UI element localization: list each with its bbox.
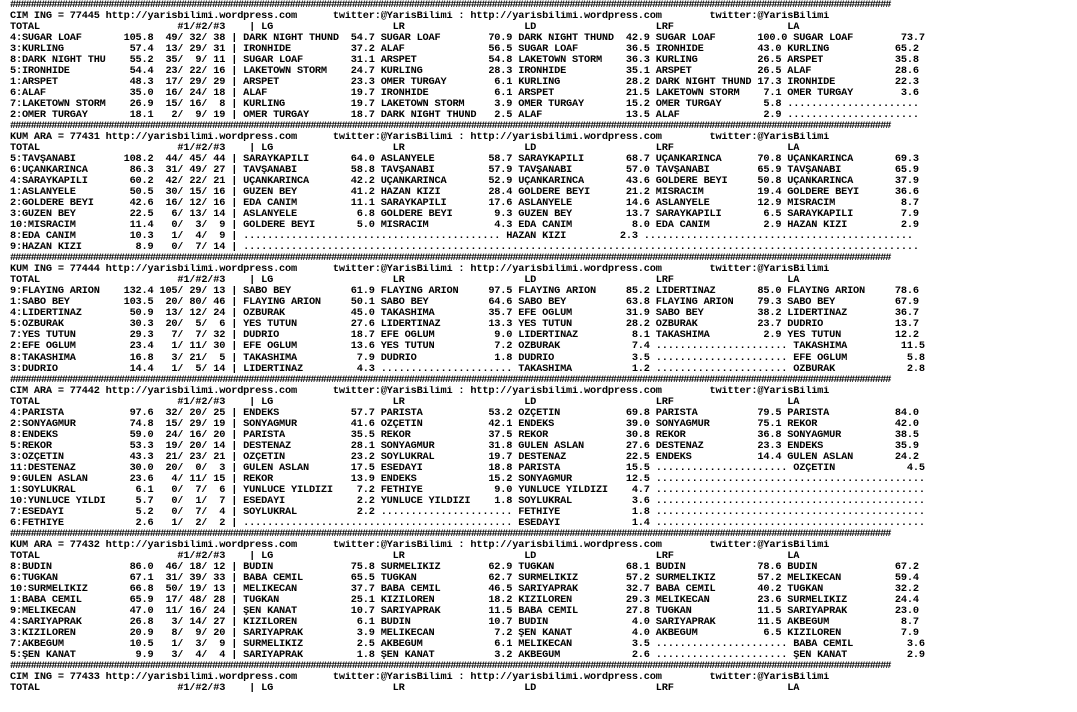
result-row: 2:EFE OĞLUM 23.4 1/ 11/ 30 | EFE OĞLUM 13.6 YES TÜTÜN 7.2 ÖZBURAK 7.4 ...................... TAKASHIMA 11.5 — [10, 341, 925, 353]
separator-line: ########################################################################################################################################################################## — [10, 374, 891, 386]
result-row: 4:SUGAR LOAF 105.8 49/ 32/ 38 | DARK NIGHT THUND 54.7 SUGAR LOAF 70.9 DARK NIGHT THUND 42.9 SUGAR LOAF 100.0 SUGAR LOAF 73.7 — [10, 33, 925, 45]
result-row: 5:ÖZBURAK 30.3 20/ 5/ 6 | YES TÜTÜN 27.6 LIDERTINAZ 13.3 YES TÜTÜN 28.2 ÖZBURAK 23.7 DUDRIO 13.7 — [10, 319, 919, 331]
result-row: 1:SOYLUKRAL 6.1 0/ 7/ 6 | YÜNLÜCE YILDIZI 7.2 FETHİYE 9.0 YÜNLÜCE YILDIZI 4.7 ............................................. — [10, 484, 925, 496]
result-row: 8:BUDİN 86.0 46/ 18/ 12 | BUDİN 75.8 SÜRMELİKIZ 62.9 TUĞKAN 68.1 BUDİN 78.6 BUDİN 67.2 — [10, 561, 919, 573]
result-row: 5:ŞEN KANAT 9.9 3/ 4/ 4 | SARIYAPRAK 1.8 ŞEN KANAT 3.2 AKBEGÜM 2.6 ...................... ŞEN KANAT 2.9 — [10, 649, 925, 661]
column-header: TOTAL #1/#2/#3 | LG LR LD LRF LA — [10, 22, 800, 34]
result-row: 9:MELİKECAN 47.0 11/ 16/ 24 | ŞEN KANAT 10.7 SARIYAPRAK 11.5 BABA CEMİL 27.8 TUĞKAN 11.5 SARIYAPRAK 23.0 — [10, 605, 919, 617]
result-row: 10:SÜRMELİKIZ 66.8 50/ 19/ 13 | MELİKECAN 37.7 BABA CEMİL 46.5 SARIYAPRAK 32.7 BABA CEMİL 40.2 TUĞKAN 32.2 — [10, 583, 919, 595]
result-row: 3:GÜZEN BEY 22.5 6/ 13/ 14 | ASLANYELE 6.8 GÖLDERE BEYİ 9.3 GÜZEN BEY 13.7 SARAYKAPILI 6.5 SARAYKAPILI 7.9 — [10, 209, 919, 221]
result-row: 4:LIDERTINAZ 50.9 13/ 12/ 24 | ÖZBURAK 45.0 TAKASHIMA 35.7 EFE OĞLUM 31.9 SABO BEY 38.2 LIDERTINAZ 36.7 — [10, 308, 919, 320]
result-row: 5:TAVŞANABI 108.2 44/ 45/ 44 | SARAYKAPILI 64.0 ASLANYELE 58.7 SARAYKAPILI 68.7 UÇANKARINCA 70.8 UÇANKARINCA 69.3 — [10, 154, 919, 166]
result-row: 1:ASLANYELE 50.5 30/ 15/ 16 | GÜZEN BEY 41.2 HAZAN KIZI 28.4 GÖLDERE BEYİ 21.2 MISRACIM 19.4 GÖLDERE BEYİ 36.6 — [10, 187, 919, 199]
separator-line: ########################################################################################################################################################################## — [10, 528, 891, 540]
result-row: 8:TAKASHIMA 16.8 3/ 21/ 5 | TAKASHIMA 7.9 DUDRIO 1.8 DUDRIO 3.5 ...................... EFE OĞLUM 5.8 — [10, 352, 925, 364]
separator-line: ########################################################################################################################################################################## — [10, 253, 891, 265]
result-row: 7:ESEDAYI 5.2 0/ 7/ 4 | SOYLUKRAL 2.2 ...................... FETHİYE 1.8 ............................................. — [10, 506, 925, 518]
result-row: 3:ÖZÇETİN 43.3 21/ 23/ 21 | ÖZÇETİN 23.2 SOYLUKRAL 19.7 DESTENAZ 22.5 ENDEKS 14.4 GÜLEN ASLAN 24.2 — [10, 451, 919, 463]
column-header: TOTAL #1/#2/#3 | LG LR LD LRF LA — [10, 143, 800, 155]
result-row: 6:TUĞKAN 67.1 31/ 39/ 33 | BABA CEMİL 65.5 TUĞKAN 62.7 SÜRMELİKIZ 57.2 SÜRMELİKIZ 57.2 MELİKECAN 59.4 — [10, 572, 919, 584]
separator-line: ########################################################################################################################################################################## — [10, 0, 891, 11]
block-header: KUM ING = 77444 http://yarisbilimi.wordpress.com twitter:@YarisBilimi : http://yarisbilimi.wordpress.com twitter:@YarisBilimi — [10, 264, 830, 276]
result-row: 11:DESTENAZ 30.0 20/ 0/ 3 | GÜLEN ASLAN 17.5 ESEDAYI 18.8 PARİSTA 15.5 ...................... ÖZÇETİN 4.5 — [10, 462, 925, 474]
result-row: 2:ÖMER TURGAY 18.1 2/ 9/ 19 | ÖMER TURGAY 18.7 DARK NIGHT THUND 2.5 ALAF 13.5 ALAF 2.9 ...................... — [10, 110, 919, 122]
result-row: 1:ARSPET 48.3 17/ 29/ 29 | ARSPET 23.3 ÖMER TURGAY 6.1 KURLING 28.2 DARK NIGHT THUND 17.3 IRONHIDE 22.3 — [10, 77, 919, 89]
separator-line: ########################################################################################################################################################################## — [10, 121, 891, 133]
result-row: 8:ENDEKS 59.0 24/ 16/ 20 | PARİSTA 35.5 REKOR 37.5 REKOR 30.8 REKOR 36.8 SONYAĞMUR 38.5 — [10, 429, 919, 441]
result-row: 4:SARAYKAPILI 60.2 42/ 22/ 21 | UÇANKARINCA 42.2 UÇANKARINCA 52.9 UÇANKARINCA 43.6 GÖLDERE BEYİ 50.8 UÇANKARINCA 37.9 — [10, 176, 919, 188]
block-header: KUM ARA = 77431 http://yarisbilimi.wordpress.com twitter:@YarisBilimi : http://yarisbilimi.wordpress.com twitter:@YarisBilimi — [10, 132, 830, 144]
column-header: TOTAL #1/#2/#3 | LG LR LD LRF LA — [10, 275, 800, 287]
result-row: 4:SARIYAPRAK 26.8 3/ 14/ 27 | KIZILÖREN 6.1 BUDİN 10.7 BUDİN 4.0 SARIYAPRAK 11.5 AKBEGÜM 8.7 — [10, 616, 919, 628]
result-row: 8:EDA CANIM 10.3 1/ 4/ 9 | ........................................... HAZAN KIZI 2.3 ............................................. — [10, 231, 913, 243]
result-row: 7:LAKETOWN STORM 26.9 15/ 16/ 8 | KURLING 19.7 LAKETOWN STORM 3.9 ÖMER TURGAY 15.2 ÖMER TURGAY 5.8 ...................... — [10, 99, 919, 111]
result-row: 6:ALAF 35.0 16/ 24/ 18 | ALAF 19.7 IRONHIDE 6.1 ARSPET 21.5 LAKETOWN STORM 7.1 ÖMER TURGAY 3.6 — [10, 88, 919, 100]
block-header: CIM ING = 77445 http://yarisbilimi.wordpress.com twitter:@YarisBilimi : http://yarisbilimi.wordpress.com twitter:@YarisBilimi — [10, 11, 830, 23]
result-row: 3:DUDRIO 14.4 1/ 5/ 14 | LIDERTINAZ 4.3 ...................... TAKASHIMA 1.2 ...................... ÖZBURAK 2.8 — [10, 363, 925, 375]
result-row: 1:SABO BEY 103.5 20/ 80/ 46 | FLAYING ARION 50.1 SABO BEY 64.6 SABO BEY 63.8 FLAYING ARION 79.3 SABO BEY 67.9 — [10, 297, 919, 309]
race-report-sheet — [10, 0, 1077, 712]
result-row: 3:KIZILÖREN 20.9 8/ 9/ 20 | SARIYAPRAK 3.9 MELİKECAN 7.2 ŞEN KANAT 4.0 AKBEGÜM 6.5 KIZILÖREN 7.9 — [10, 627, 919, 639]
result-row: 2:GÖLDERE BEYİ 42.6 16/ 12/ 16 | EDA CANIM 11.1 SARAYKAPILI 17.6 ASLANYELE 14.6 ASLANYELE 12.9 MISRACIM 8.7 — [10, 198, 919, 210]
column-header: TOTAL #1/#2/#3 | LG LR LD LRF LA — [10, 396, 800, 408]
result-row: 9:FLAYING ARION 132.4 105/ 29/ 13 | SABO BEY 61.9 FLAYING ARION 97.5 FLAYING ARION 85.2 LIDERTINAZ 85.0 FLAYING ARION 78.6 — [10, 286, 919, 298]
block-header: KUM ARA = 77432 http://yarisbilimi.wordpress.com twitter:@YarisBilimi : http://yarisbilimi.wordpress.com twitter:@YarisBilimi — [10, 539, 830, 551]
result-row: 5:REKOR 53.3 19/ 20/ 14 | DESTENAZ 28.1 SONYAĞMUR 31.8 GÜLEN ASLAN 27.6 DESTENAZ 23.3 ENDEKS 35.9 — [10, 440, 919, 452]
separator-line: ########################################################################################################################################################################## — [10, 660, 891, 672]
result-row: 1:BABA CEMİL 65.9 17/ 48/ 28 | TUĞKAN 25.1 KIZILÖREN 18.2 KIZILÖREN 29.3 MELİKECAN 23.6 SÜRMELİKIZ 24.4 — [10, 594, 919, 606]
result-row: 4:PARİSTA 97.6 32/ 20/ 25 | ENDEKS 57.7 PARİSTA 53.2 ÖZÇETİN 69.8 PARİSTA 79.5 PARİSTA 84.0 — [10, 407, 919, 419]
result-row: 8:DARK NIGHT THU 55.2 35/ 9/ 11 | SUGAR LOAF 31.1 ARSPET 54.8 LAKETOWN STORM 36.3 KURLING 26.5 ARSPET 35.8 — [10, 55, 919, 67]
result-row: 9:GÜLEN ASLAN 23.6 4/ 11/ 15 | REKOR 13.9 ENDEKS 15.2 SONYAĞMUR 12.5 ............................................. — [10, 473, 925, 485]
result-row: 10:MISRACIM 11.4 0/ 3/ 9 | GÖLDERE BEYİ 5.0 MISRACIM 4.3 EDA CANIM 8.0 EDA CANIM 2.9 HAZAN KIZI 2.9 — [10, 220, 919, 232]
result-row: 6:FETHİYE 2.6 1/ 2/ 2 | ............................................. ESEDAYI 1.4 ............................................. — [10, 517, 925, 529]
result-row: 5:IRONHIDE 54.4 23/ 22/ 16 | LAKETOWN STORM 24.7 KURLING 28.3 IRONHIDE 35.1 ARSPET 26.5 ALAF 28.6 — [10, 66, 919, 78]
result-row: 10:YÜNLÜCE YILDI 5.7 0/ 1/ 7 | ESEDAYI 2.2 YÜNLÜCE YILDIZI 1.8 SOYLUKRAL 3.6 ............................................. — [10, 495, 925, 507]
result-row: 6:UÇANKARINCA 86.3 31/ 49/ 27 | TAVŞANABI 58.8 TAVŞANABI 57.9 TAVŞANABI 57.0 TAVŞANABI 65.9 TAVŞANABI 65.9 — [10, 165, 919, 177]
result-row: 7:YES TÜTÜN 29.3 7/ 7/ 32 | DUDRIO 18.7 EFE OĞLUM 9.0 LIDERTINAZ 8.1 TAKASHIMA 2.9 YES TÜTÜN 12.2 — [10, 330, 919, 342]
column-header: TOTAL #1/#2/#3 | LG LR LD LRF LA — [10, 682, 800, 694]
column-header: TOTAL #1/#2/#3 | LG LR LD LRF LA — [10, 550, 800, 562]
result-row: 9:HAZAN KIZI 8.9 0/ 7/ 14 | ................................................................................................................. — [10, 242, 919, 254]
result-row: 7:AKBEGÜM 10.5 1/ 3/ 9 | SÜRMELİKIZ 2.5 AKBEGÜM 6.1 MELİKECAN 3.5 ...................... BABA CEMİL 3.6 — [10, 638, 925, 650]
result-row: 2:SONYAĞMUR 74.8 15/ 29/ 19 | SONYAĞMUR 41.6 ÖZÇETİN 42.1 ENDEKS 39.0 SONYAĞMUR 75.1 REKOR 42.0 — [10, 418, 919, 430]
block-header: CIM ING = 77433 http://yarisbilimi.wordpress.com twitter:@YarisBilimi : http://yarisbilimi.wordpress.com twitter:@YarisBilimi — [10, 671, 830, 683]
block-header: CIM ARA = 77442 http://yarisbilimi.wordpress.com twitter:@YarisBilimi : http://yarisbilimi.wordpress.com twitter:@YarisBilimi — [10, 385, 830, 397]
result-row: 3:KURLING 57.4 13/ 29/ 31 | IRONHIDE 37.2 ALAF 56.5 SUGAR LOAF 36.5 IRONHIDE 43.0 KURLING 65.2 — [10, 44, 919, 56]
